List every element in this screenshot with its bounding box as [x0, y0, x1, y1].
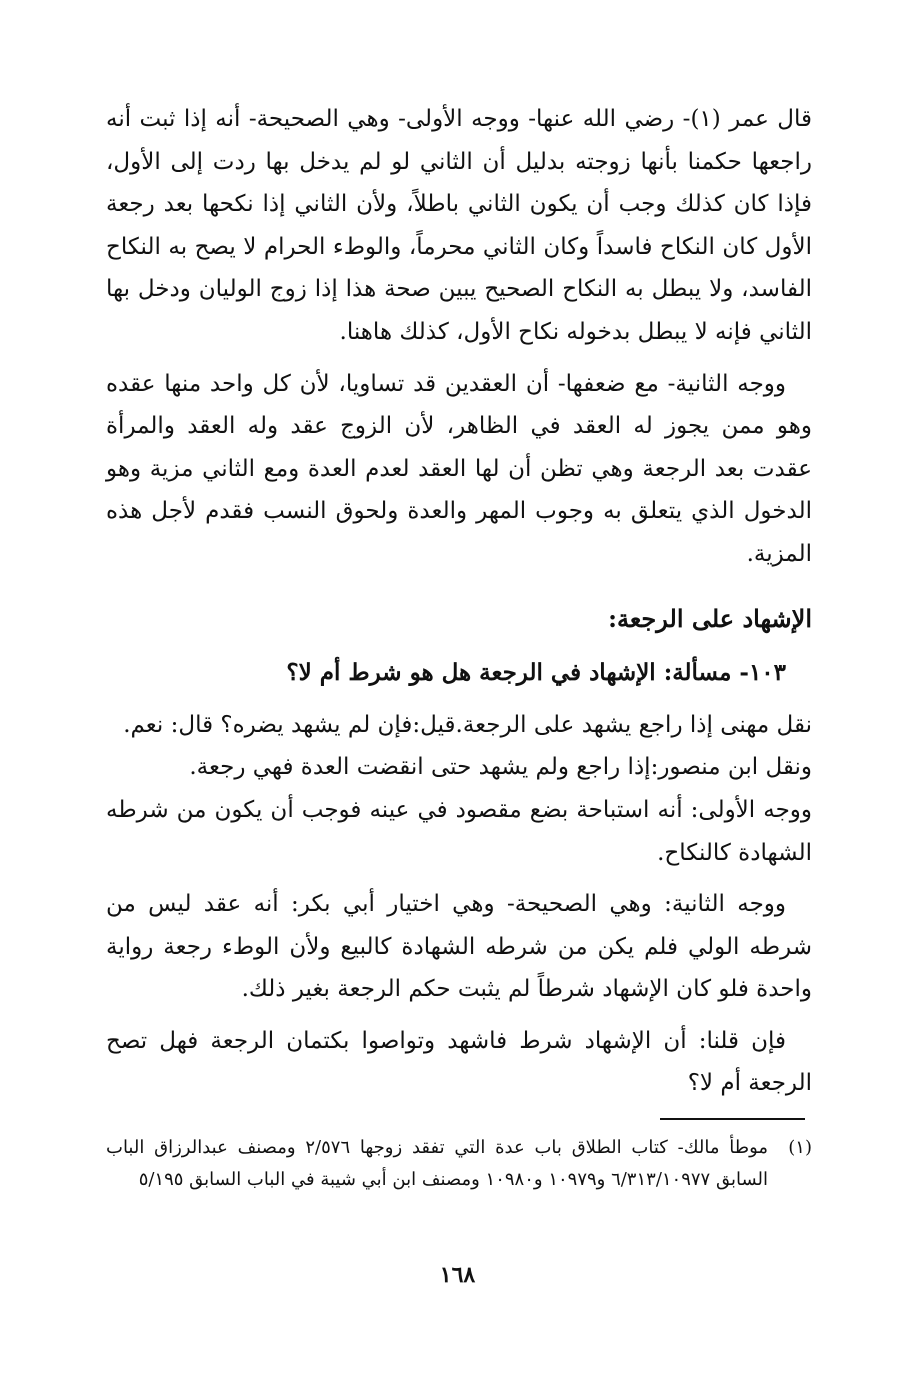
- main-text: [106, 98, 812, 1114]
- question-103: ١٠٣- مسألة: الإشهاد في الرجعة هل هو شرط أم لا؟: [286, 659, 786, 687]
- footnote-divider: [660, 1118, 805, 1120]
- section-heading: الإشهاد على الرجعة:: [608, 603, 812, 633]
- narration-line-3: ووجه الأولى: أنه استباحة بضع مقصود في عينه فوجب أن يكون من شرطه الشهادة كالنكاح.: [106, 796, 812, 866]
- paragraph-second-view: ووجه الثانية: وهي الصحيحة- وهي اختيار أبي بكر: أنه عقد ليس من شرطه الولي فلم يكن من شرطه الشهادة كالبيع ولأن الوطء رجعة رواية واحدة فلو كان الإشهاد شرطاً لم يثبت حكم الرجعة بغير ذلك.: [106, 891, 812, 1003]
- page-number: ١٦٨: [439, 1262, 476, 1288]
- narration-line-1: نقل مهنى إذا راجع يشهد على الرجعة.قيل:فإن لم يشهد يضره؟ قال: نعم.: [123, 711, 812, 738]
- paragraph-final-question: فإن قلنا: أن الإشهاد شرط فاشهد وتواصوا بكتمان الرجعة فهل تصح الرجعة أم لا؟: [106, 1027, 812, 1097]
- footnote-text: موطأ مالك- كتاب الطلاق باب عدة التي تفقد زوجها ٢/٥٧٦ ومصنف عبدالرزاق الباب السابق ٦/٣١٣/١٠٩٧٧ و١٠٩٧٩ و١٠٩٨٠ ومصنف ابن أبي شيبة في الباب السابق ٥/١٩٥: [106, 1137, 769, 1190]
- footnote-1: [106, 1132, 812, 1196]
- footnotes: [106, 1132, 812, 1196]
- paragraph-2: ووجه الثانية- مع ضعفها- أن العقدين قد تساويا، لأن كل واحد منها عقده وهو ممن يجوز له العقد في الظاهر، لأن الزوج عقد وله العقد والمرأة عقدت بعد الرجعة وهي تظن أن لها العقد لعدم العدة ومع الثاني مزية وهو الدخول الذي يتعلق به وجوب المهر والعدة ولحوق النسب فقدم لأجل هذه المزية.: [106, 370, 812, 567]
- footnote-marker: (١): [788, 1137, 812, 1158]
- narration-line-2: ونقل ابن منصور:إذا راجع ولم يشهد حتى انقضت العدة فهي رجعة.: [189, 754, 812, 781]
- paragraph-1: قال عمر (١)- رضي الله عنها- ووجه الأولى- وهي الصحيحة- أنه إذا ثبت أنه راجعها حكمنا بأنها زوجته بدليل أن الثاني لو لم يدخل بها ردت إلى الأول، فإذا كان كذلك وجب أن يكون الثاني باطلاً، ولأن الثاني إذا نكحها بعد رجعة الأول كان النكاح فاسداً وكان الثاني محرماً، والوطء الحرام لا يصح به النكاح الفاسد، ولا يبطل به النكاح الصحيح يبين صحة هذا إذا زوج الوليان ودخل بها الثاني فإنه لا يبطل بدخوله نكاح الأول، كذلك هاهنا.: [106, 106, 812, 345]
